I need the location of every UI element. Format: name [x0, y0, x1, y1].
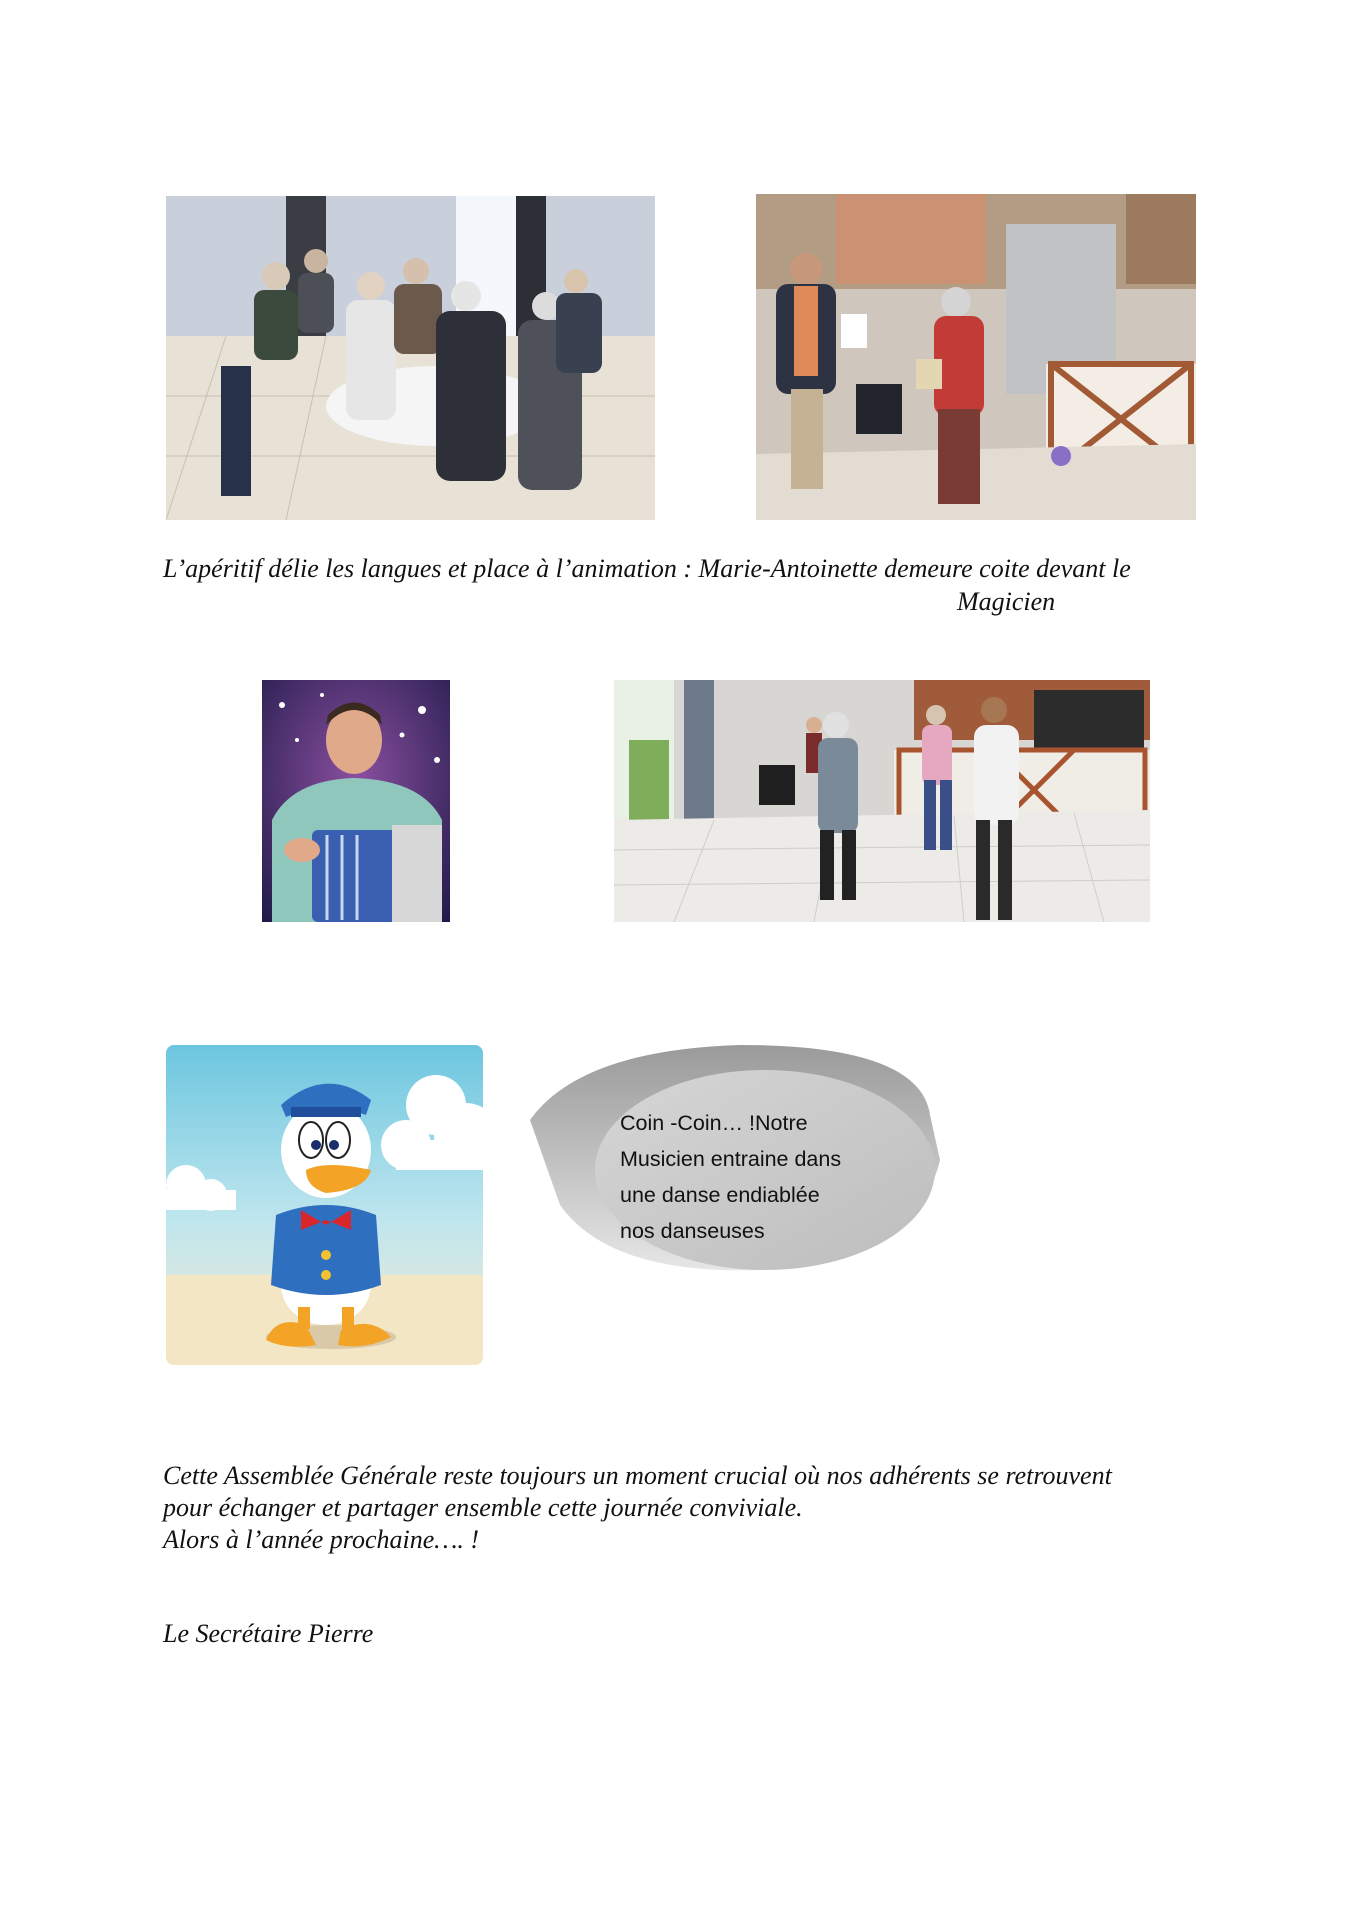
photo-magicien — [756, 194, 1196, 520]
bubble-line-1: Coin -Coin… !Notre — [620, 1111, 808, 1135]
bubble-line-4: nos danseuses — [620, 1219, 765, 1243]
caption-apero-line1: L’apéritif délie les langues et place à l’animation : Marie-Antoinette demeure coite devant le — [163, 554, 1131, 583]
closing-line-2: pour échanger et partager ensemble cette journée conviviale. — [163, 1493, 803, 1522]
apero-scene — [166, 196, 655, 520]
illustration-donald — [166, 1045, 483, 1365]
closing-line-1: Cette Assemblée Générale reste toujours un moment crucial où nos adhérents se retrouvent — [163, 1461, 1112, 1490]
danse-scene — [614, 680, 1150, 922]
magicien-scene — [756, 194, 1196, 520]
photo-danse — [614, 680, 1150, 922]
caption-apero-line2: Magicien — [957, 587, 1056, 616]
bubble-line-3: une danse endiablée — [620, 1183, 820, 1207]
musicien-scene — [262, 680, 450, 922]
photo-apero — [166, 196, 655, 520]
speech-bubble-text — [620, 1105, 900, 1249]
signature: Le Secrétaire Pierre — [163, 1619, 374, 1648]
closing-line-3: Alors à l’année prochaine…. ! — [163, 1525, 480, 1554]
photo-musicien — [262, 680, 450, 922]
donald-duck-illustration — [166, 1045, 483, 1365]
bubble-line-2: Musicien entraine dans — [620, 1147, 842, 1171]
